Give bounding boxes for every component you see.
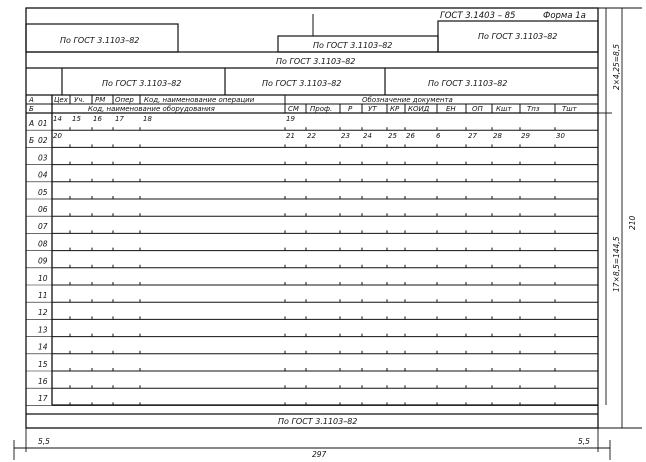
hdr-operation: Код, наименование операции bbox=[144, 96, 255, 104]
row-number: 09 bbox=[38, 256, 48, 266]
hdr-cex: Цех bbox=[54, 96, 68, 104]
hdr-sm: СМ bbox=[288, 105, 299, 113]
row-number: 16 bbox=[38, 377, 48, 386]
dim-height: 210 bbox=[628, 215, 637, 230]
row-number: 17 bbox=[38, 394, 48, 404]
hdr-tsht: Тшт bbox=[562, 105, 577, 113]
ref-wide: По ГОСТ 3.1103–82 bbox=[276, 57, 356, 66]
colno-27: 27 bbox=[468, 132, 477, 140]
colno-14: 14 bbox=[53, 115, 62, 123]
standard-label: ГОСТ 3.1403 – 85 bbox=[440, 11, 516, 21]
hdr-doc-designation: Обозначение документа bbox=[362, 96, 453, 104]
colno-19: 19 bbox=[286, 115, 295, 123]
row-number: 04 bbox=[38, 170, 48, 180]
row-number: 02 bbox=[38, 136, 48, 146]
colno-23: 23 bbox=[341, 132, 350, 140]
dim-width: 297 bbox=[312, 450, 327, 459]
ref-band-left: По ГОСТ 3.1103–82 bbox=[102, 79, 182, 88]
row-number: 06 bbox=[38, 205, 48, 214]
colno-29: 29 bbox=[521, 132, 530, 140]
dimensions bbox=[14, 8, 642, 460]
outer-frame bbox=[26, 8, 598, 428]
row-number: 07 bbox=[38, 222, 48, 232]
row-b-marker: Б bbox=[29, 105, 34, 113]
ref-band-mid: По ГОСТ 3.1103–82 bbox=[262, 79, 342, 88]
colno-16: 16 bbox=[93, 115, 102, 123]
colno-22: 22 bbox=[307, 132, 316, 140]
row-number: 03 bbox=[38, 153, 48, 163]
row-number: 11 bbox=[38, 291, 48, 300]
row-number: 05 bbox=[38, 187, 48, 197]
hdr-op: ОП bbox=[472, 105, 483, 113]
ref-band-right: По ГОСТ 3.1103–82 bbox=[428, 79, 508, 88]
row-number: 14 bbox=[38, 342, 48, 352]
colno-30: 30 bbox=[556, 132, 565, 140]
dim-left-margin: 5,5 bbox=[38, 437, 50, 446]
ref-top-left: По ГОСТ 3.1103–82 bbox=[60, 36, 140, 45]
row-marker: А bbox=[29, 119, 35, 128]
hdr-ut: УТ bbox=[368, 105, 377, 113]
colno-17: 17 bbox=[115, 115, 124, 123]
colno-26: 26 bbox=[406, 132, 415, 140]
colno-25: 25 bbox=[388, 132, 397, 140]
row-marker: Б bbox=[29, 136, 35, 146]
hdr-en: ЕН bbox=[446, 105, 456, 113]
hdr-tpz: Тпз bbox=[527, 105, 540, 113]
colno-28: 28 bbox=[493, 132, 502, 140]
hdr-prof: Проф. bbox=[310, 105, 333, 113]
form-label: Форма 1а bbox=[543, 11, 586, 21]
hdr-kr: КР bbox=[390, 105, 400, 113]
row-number: 15 bbox=[38, 359, 48, 369]
dim-body-rows: 17×8,5=144,5 bbox=[612, 236, 621, 292]
ref-bottom: По ГОСТ 3.1103–82 bbox=[278, 417, 358, 426]
colno-20: 20 bbox=[53, 132, 62, 140]
colno-6: 6 bbox=[436, 132, 441, 140]
ref-top-mid: По ГОСТ 3.1103–82 bbox=[313, 41, 393, 50]
colno-15: 15 bbox=[72, 115, 81, 123]
hdr-oper: Опер bbox=[115, 96, 134, 104]
hdr-ksht: Кшт bbox=[496, 105, 512, 113]
row-number: 12 bbox=[38, 308, 48, 318]
hdr-r: Р bbox=[348, 105, 353, 113]
hdr-uch: Уч. bbox=[74, 96, 85, 104]
row-a-marker: А bbox=[29, 96, 34, 104]
dim-top-rows: 2×4,25=8,5 bbox=[612, 44, 621, 90]
colno-21: 21 bbox=[286, 132, 295, 140]
ref-top-right: По ГОСТ 3.1103–82 bbox=[478, 32, 558, 41]
row-number: 13 bbox=[38, 325, 48, 335]
hdr-koid: КОИД bbox=[408, 105, 430, 113]
dim-right-margin: 5,5 bbox=[578, 437, 590, 446]
row-number: 01 bbox=[38, 119, 48, 128]
body-rows bbox=[26, 119, 598, 405]
row-number: 10 bbox=[38, 273, 48, 283]
colno-18: 18 bbox=[143, 115, 152, 123]
hdr-rm: РМ bbox=[95, 96, 106, 104]
colno-24: 24 bbox=[363, 132, 372, 140]
hdr-equipment: Код, наименование оборудования bbox=[88, 105, 215, 113]
row-number: 08 bbox=[38, 239, 48, 249]
